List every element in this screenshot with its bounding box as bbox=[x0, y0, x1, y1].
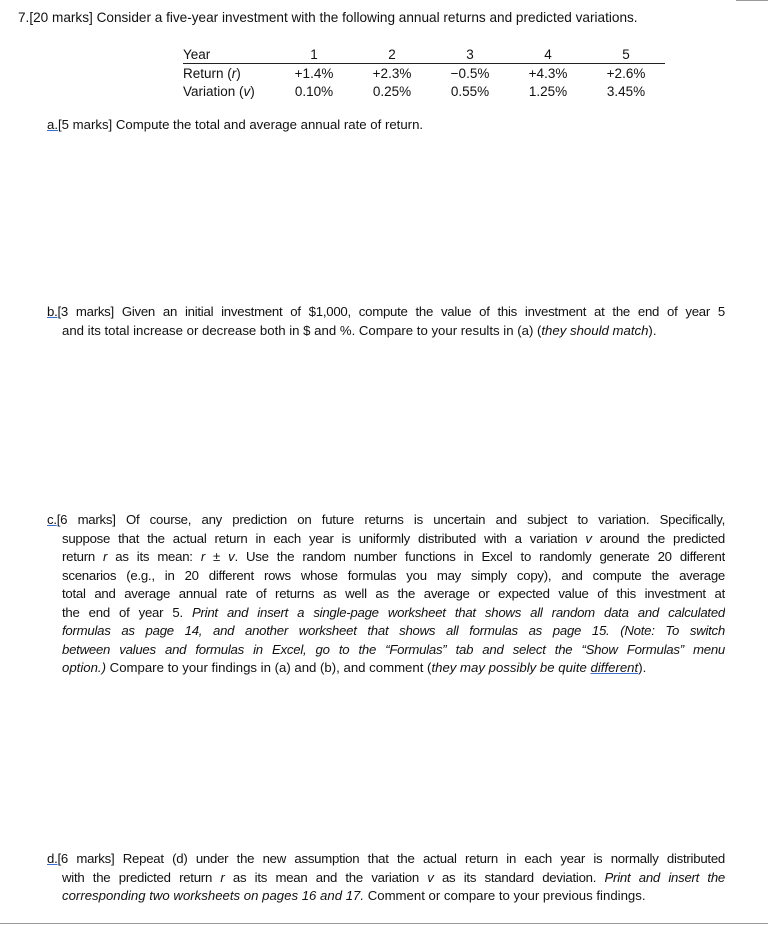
text-segment: ). bbox=[648, 323, 657, 338]
part-c-line bbox=[62, 549, 725, 567]
text-segment: . Use the random number functions in Excel to randomly generate 20 different bbox=[234, 549, 725, 564]
part-c-line bbox=[62, 568, 725, 586]
text-segment: formulas as page 14, and another worksheet that shows all formulas as page 15. (Note: To switch bbox=[62, 623, 725, 638]
header-cell: Year bbox=[183, 45, 275, 64]
part-b-line bbox=[47, 304, 725, 322]
text-segment: and its total increase or decrease both in $ and %. Compare to your results in (a) ( bbox=[62, 323, 542, 338]
underlined-text: different bbox=[590, 660, 639, 675]
underlined-text: b. bbox=[47, 304, 58, 319]
text-segment: with the predicted return bbox=[62, 870, 221, 885]
part-c-line bbox=[62, 623, 725, 641]
part-c-line bbox=[62, 642, 725, 660]
cell: 0.10% bbox=[294, 83, 334, 99]
table-row-variation bbox=[183, 82, 665, 100]
header-cell: 5 bbox=[587, 45, 665, 64]
part-c-line bbox=[62, 605, 725, 623]
text-segment: Print and insert the bbox=[604, 870, 725, 885]
text-segment: r bbox=[103, 549, 108, 564]
text-segment: v bbox=[585, 531, 592, 546]
cell: 3.45% bbox=[606, 83, 646, 99]
row-label: Variation (v) bbox=[183, 83, 255, 99]
text-segment: option.) bbox=[62, 660, 106, 675]
text-segment: suppose that the actual return in each year is uniformly distributed with a variation bbox=[62, 531, 586, 546]
text-segment: return bbox=[62, 549, 104, 564]
part-b-line bbox=[62, 323, 656, 338]
underlined-text: d. bbox=[47, 851, 58, 866]
header-cell: 3 bbox=[431, 45, 509, 64]
text-segment: total and average annual rate of returns as well as the average or expected value of this investment at bbox=[62, 586, 725, 601]
underlined-text: a. bbox=[47, 117, 58, 132]
part-d-line bbox=[47, 851, 725, 869]
text-segment: [3 marks] Given an initial investment of $1,000, compute the value of this investment at the end of year 5 bbox=[57, 304, 725, 319]
part-c-line bbox=[62, 660, 646, 675]
text-segment: as its standard deviation. bbox=[433, 870, 605, 885]
text-segment: between values and formulas in Excel, go to the “Formulas” tab and select the “Show Formulas” menu bbox=[62, 642, 725, 657]
text-segment: v bbox=[228, 549, 235, 564]
text-segment: as its mean and the variation bbox=[224, 870, 428, 885]
divider bbox=[736, 0, 768, 1]
header-cell: 2 bbox=[353, 45, 431, 64]
text-segment: [5 marks] Compute the total and average annual rate of return. bbox=[58, 117, 424, 132]
text-segment: scenarios (e.g., in 20 different rows whose formulas you may simply copy), and compute the average bbox=[62, 568, 725, 583]
part-d-line bbox=[62, 870, 725, 888]
text-segment: v bbox=[427, 870, 434, 885]
text-segment: Comment or compare to your previous findings. bbox=[364, 888, 646, 903]
text-segment: they should match bbox=[541, 323, 649, 338]
underlined-text: c. bbox=[47, 512, 57, 527]
question-title: 7.[20 marks] Consider a five-year investment with the following annual returns and predicted variations. bbox=[18, 10, 638, 25]
header-cell: 4 bbox=[509, 45, 587, 64]
text-segment: ± bbox=[204, 549, 229, 564]
text-segment: corresponding two worksheets on pages 16 and 17. bbox=[62, 888, 365, 903]
text-segment: r bbox=[200, 549, 205, 564]
text-segment: around the predicted bbox=[591, 531, 725, 546]
cell: +2.3% bbox=[372, 65, 412, 81]
part-c-line bbox=[62, 531, 725, 549]
text-segment: the end of year 5. bbox=[62, 605, 192, 620]
cell: +4.3% bbox=[528, 65, 568, 81]
text-segment: as its mean: bbox=[107, 549, 201, 564]
table-row-return bbox=[183, 64, 665, 83]
row-label: Return (r) bbox=[183, 65, 241, 81]
cell: 0.25% bbox=[372, 83, 412, 99]
header-cell: 1 bbox=[275, 45, 353, 64]
text-segment: Print and insert a single-page worksheet that shows all random data and calculated bbox=[191, 605, 725, 620]
part-c-line bbox=[47, 512, 725, 530]
part-d-line bbox=[62, 888, 646, 903]
divider bbox=[0, 923, 768, 924]
cell: −0.5% bbox=[450, 65, 490, 81]
text-segment: ). bbox=[638, 660, 647, 675]
cell: 0.55% bbox=[450, 83, 490, 99]
text-segment: [6 marks] Repeat (d) under the new assumption that the actual return in each year is normally distributed bbox=[57, 851, 725, 866]
table-header-row bbox=[183, 45, 665, 64]
cell: +1.4% bbox=[294, 65, 334, 81]
text-segment: they may possibly be quite bbox=[431, 660, 591, 675]
cell: +2.6% bbox=[606, 65, 646, 81]
text-segment: Compare to your findings in (a) and (b), and comment ( bbox=[106, 660, 432, 675]
cell: 1.25% bbox=[528, 83, 568, 99]
part-a-line bbox=[47, 117, 423, 132]
returns-table bbox=[183, 45, 665, 100]
text-segment: r bbox=[220, 870, 225, 885]
text-segment: [6 marks] Of course, any prediction on future returns is uncertain and subject to variation. Specifically, bbox=[56, 512, 725, 527]
part-c-line bbox=[62, 586, 725, 604]
